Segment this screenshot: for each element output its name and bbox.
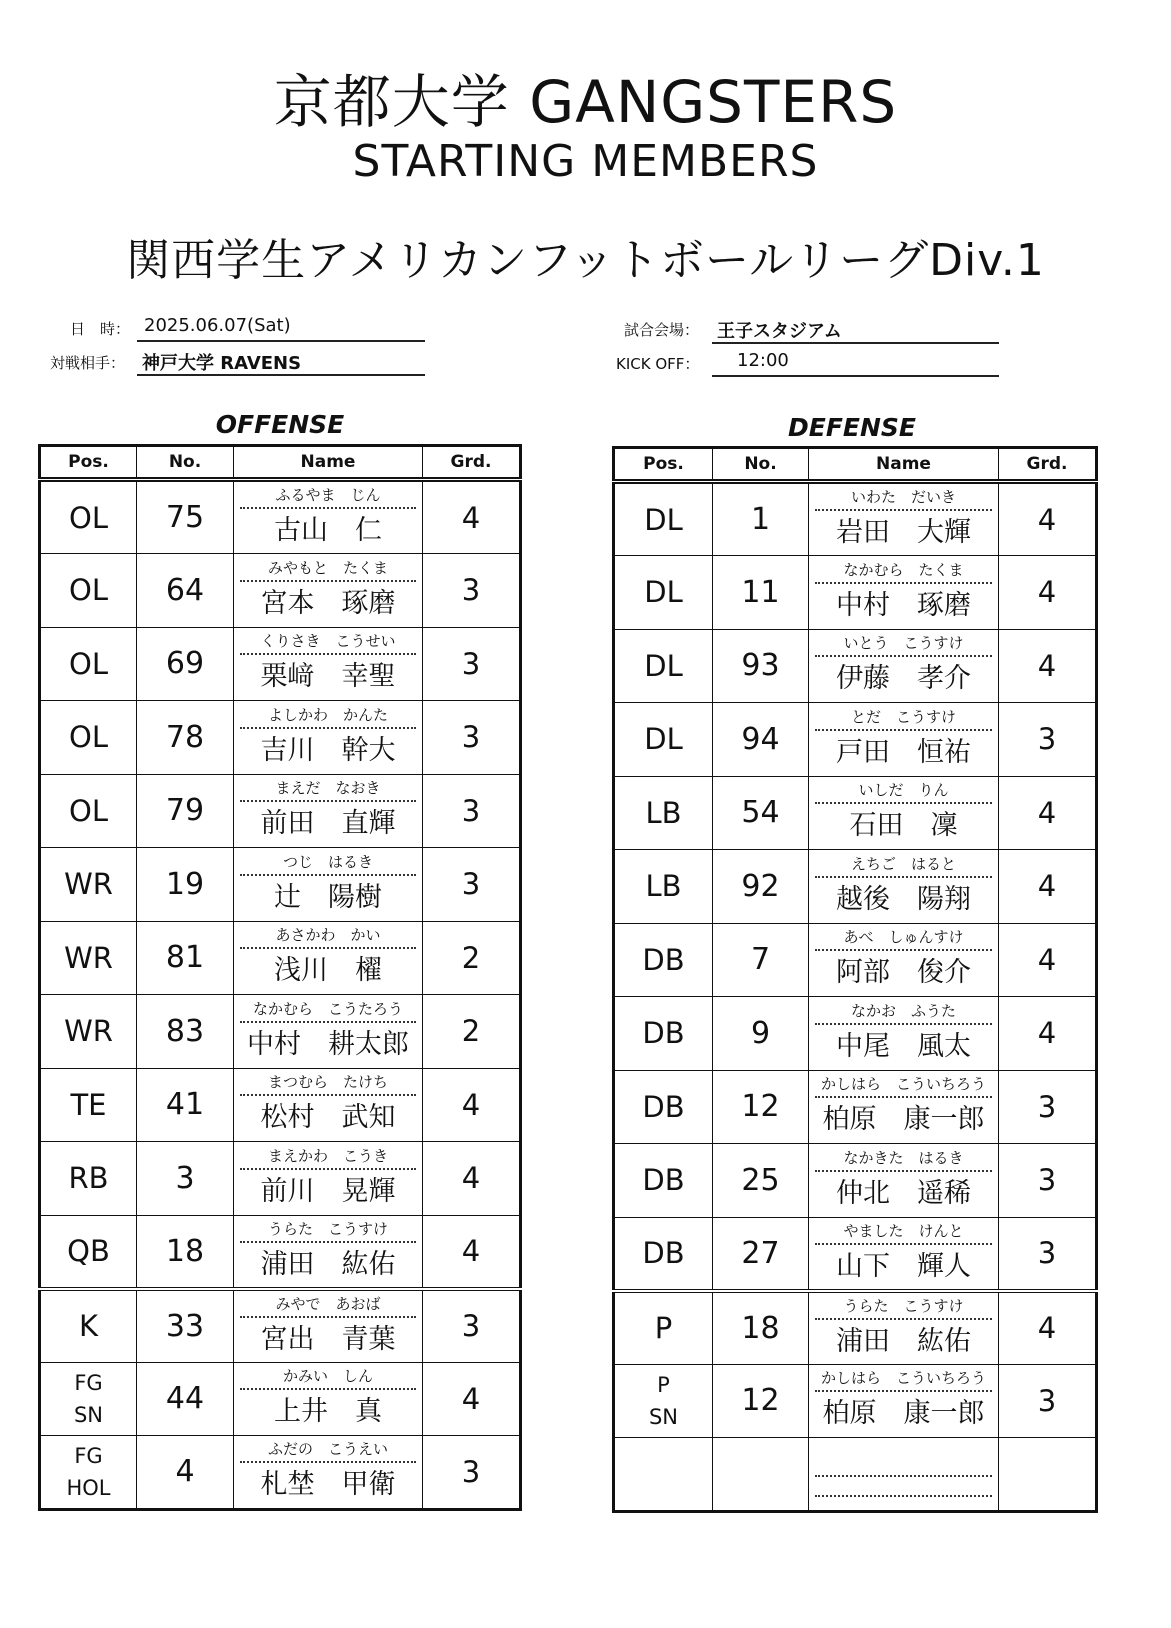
grade-cell: 3 — [423, 1436, 521, 1510]
column-header-pos: Pos. — [40, 446, 137, 480]
grade-cell: 4 — [423, 1068, 521, 1142]
name-cell — [809, 1144, 999, 1218]
name-reading: ふだの こうえい — [240, 1436, 416, 1463]
position-cell: OL — [40, 701, 137, 775]
kickoff-underline — [712, 375, 999, 377]
player-row — [614, 556, 1097, 630]
jersey-number-cell: 69 — [137, 627, 234, 701]
opponent-label: 対戦相手： — [50, 354, 126, 372]
name-stack — [234, 996, 422, 1067]
name-cell — [809, 1364, 999, 1438]
player-name: 中村 琢磨 — [836, 589, 971, 621]
jersey-number-cell: 81 — [137, 921, 234, 995]
name-stack — [809, 924, 998, 995]
grade-cell — [999, 1438, 1097, 1512]
player-row — [614, 703, 1097, 777]
position-primary: FG — [74, 1443, 103, 1468]
jersey-number-cell: 92 — [713, 850, 809, 924]
player-row — [614, 997, 1097, 1071]
name-reading: なかきた はるき — [815, 1145, 992, 1172]
player-row — [614, 1070, 1097, 1144]
name-reading: まつむら たけち — [240, 1069, 416, 1096]
grade-cell: 4 — [999, 776, 1097, 850]
jersey-number-cell: 41 — [137, 1068, 234, 1142]
grade-cell: 3 — [423, 701, 521, 775]
player-row — [40, 848, 521, 922]
name-cell — [234, 1068, 423, 1142]
name-reading: みやもと たくま — [240, 555, 416, 582]
grade-cell: 3 — [423, 627, 521, 701]
position-cell: OL — [40, 627, 137, 701]
name-cell — [809, 1217, 999, 1291]
name-cell — [809, 1070, 999, 1144]
opponent-underline — [137, 374, 425, 376]
player-name: 前田 直輝 — [260, 808, 396, 840]
jersey-number-cell: 94 — [713, 703, 809, 777]
position-primary: FG — [74, 1370, 103, 1395]
name-cell — [809, 556, 999, 630]
position-cell — [40, 1436, 137, 1510]
player-row — [614, 1217, 1097, 1291]
name-reading: えちご はると — [815, 851, 992, 878]
player-name: 中尾 風太 — [836, 1030, 971, 1062]
name-stack — [234, 1363, 422, 1434]
name-stack — [234, 1436, 422, 1507]
position-cell: QB — [40, 1215, 137, 1289]
position-secondary: HOL — [66, 1475, 111, 1500]
grade-cell: 4 — [999, 629, 1097, 703]
name-stack — [809, 1145, 998, 1216]
player-name: 宮出 青葉 — [260, 1323, 396, 1355]
name-stack — [234, 775, 422, 846]
column-header-no: No. — [713, 448, 809, 482]
name-cell — [809, 703, 999, 777]
league-title: 関西学生アメリカンフットボールリーグDiv.1 — [126, 235, 1045, 286]
name-reading: いしだ りん — [815, 777, 992, 804]
grade-cell: 4 — [999, 482, 1097, 556]
player-name: 柏原 康一郎 — [822, 1104, 985, 1136]
position-cell — [40, 1289, 137, 1363]
player-row — [614, 1144, 1097, 1218]
position-primary: P — [657, 1372, 670, 1397]
jersey-number-cell: 7 — [713, 923, 809, 997]
position-primary: K — [78, 1309, 99, 1343]
jersey-number-cell: 3 — [137, 1142, 234, 1216]
jersey-number-cell: 44 — [137, 1362, 234, 1436]
name-reading: かしはら こういちろう — [815, 1365, 992, 1392]
name-stack — [234, 922, 422, 993]
jersey-number-cell: 75 — [137, 480, 234, 554]
name-reading: まえかわ こうき — [240, 1143, 416, 1170]
name-stack — [809, 630, 998, 701]
position-primary: P — [654, 1311, 673, 1345]
grade-cell: 3 — [423, 774, 521, 848]
kicking-row — [40, 1436, 521, 1510]
grade-cell: 2 — [423, 995, 521, 1069]
name-stack — [234, 702, 422, 773]
date-label: 日 時： — [70, 320, 131, 338]
team-title: 京都大学 GANGSTERS — [273, 68, 898, 136]
name-stack — [234, 1216, 422, 1287]
kicking-row — [40, 1362, 521, 1436]
player-name: 山下 輝人 — [836, 1250, 971, 1282]
player-name: 上井 真 — [274, 1396, 382, 1428]
position-cell: DL — [614, 556, 713, 630]
jersey-number-cell: 25 — [713, 1144, 809, 1218]
name-stack — [234, 849, 422, 920]
name-reading: ふるやま じん — [240, 482, 416, 509]
player-name: 柏原 康一郎 — [822, 1398, 985, 1430]
name-stack — [234, 482, 422, 553]
name-cell — [809, 1438, 999, 1512]
column-header-name: Name — [234, 446, 423, 480]
name-reading: いとう こうすけ — [815, 630, 992, 657]
offense-header-row — [40, 446, 521, 480]
name-cell — [234, 554, 423, 628]
player-name: 吉川 幹大 — [260, 734, 396, 766]
position-cell: TE — [40, 1068, 137, 1142]
player-name: 石田 凜 — [849, 810, 958, 842]
name-stack — [234, 555, 422, 626]
name-cell — [234, 774, 423, 848]
name-reading: みやで あおば — [240, 1291, 416, 1318]
jersey-number-cell: 11 — [713, 556, 809, 630]
name-reading: うらた こうすけ — [240, 1216, 416, 1243]
player-row — [40, 1215, 521, 1289]
player-row — [614, 850, 1097, 924]
kicking-row — [614, 1364, 1097, 1438]
jersey-number-cell: 18 — [713, 1291, 809, 1365]
grade-cell: 4 — [999, 556, 1097, 630]
name-reading: あさかわ かい — [240, 922, 416, 949]
grade-cell: 4 — [999, 997, 1097, 1071]
name-reading: まえだ なおき — [240, 775, 416, 802]
position-cell: OL — [40, 774, 137, 848]
name-stack — [809, 1218, 998, 1289]
venue-label: 試合会場： — [624, 321, 700, 339]
jersey-number-cell: 19 — [137, 848, 234, 922]
player-name: 辻 陽樹 — [274, 881, 382, 913]
position-cell: DB — [614, 1144, 713, 1218]
kicking-row — [614, 1438, 1097, 1512]
position-secondary: SN — [648, 1404, 679, 1429]
grade-cell: 4 — [423, 480, 521, 554]
position-cell: DL — [614, 703, 713, 777]
player-row — [40, 921, 521, 995]
grade-cell: 2 — [423, 921, 521, 995]
jersey-number-cell: 93 — [713, 629, 809, 703]
jersey-number-cell: 4 — [137, 1436, 234, 1510]
position-cell: OL — [40, 480, 137, 554]
grade-cell: 3 — [423, 1289, 521, 1363]
grade-cell: 4 — [423, 1215, 521, 1289]
offense-title: OFFENSE — [215, 410, 345, 439]
defense-header-row — [614, 448, 1097, 482]
name-reading: よしかわ かんた — [240, 702, 416, 729]
name-cell — [234, 1289, 423, 1363]
opponent-value: 神戸大学 RAVENS — [142, 353, 302, 374]
grade-cell: 4 — [999, 850, 1097, 924]
name-cell — [809, 923, 999, 997]
jersey-number-cell: 1 — [713, 482, 809, 556]
name-stack — [809, 484, 998, 555]
name-stack — [809, 1071, 998, 1142]
position-cell: LB — [614, 776, 713, 850]
position-cell: WR — [40, 921, 137, 995]
player-row — [40, 774, 521, 848]
player-name: 札埜 甲衛 — [260, 1469, 396, 1501]
grade-cell: 3 — [999, 1070, 1097, 1144]
jersey-number-cell — [713, 1438, 809, 1512]
player-row — [614, 629, 1097, 703]
date-value: 2025.06.07(Sat) — [144, 315, 291, 336]
position-cell: OL — [40, 554, 137, 628]
player-name: 仲北 遥稀 — [836, 1177, 971, 1209]
column-header-grd: Grd. — [999, 448, 1097, 482]
name-cell — [234, 1142, 423, 1216]
position-secondary: SN — [73, 1402, 104, 1427]
name-cell — [234, 848, 423, 922]
date-underline — [137, 340, 425, 342]
player-name: 浅川 櫂 — [274, 955, 382, 987]
player-name: 阿部 俊介 — [836, 957, 971, 989]
jersey-number-cell: 79 — [137, 774, 234, 848]
name-reading: かしはら こういちろう — [815, 1071, 992, 1098]
player-name: 栗﨑 幸聖 — [260, 661, 396, 693]
name-cell — [234, 1362, 423, 1436]
name-cell — [809, 850, 999, 924]
name-reading: やました けんと — [815, 1218, 992, 1245]
player-name: 戸田 恒祐 — [836, 736, 971, 768]
name-stack — [234, 1291, 422, 1362]
kickoff-label: KICK OFF： — [616, 355, 700, 373]
position-cell: DL — [614, 629, 713, 703]
position-cell — [614, 1364, 713, 1438]
name-cell — [234, 480, 423, 554]
jersey-number-cell: 83 — [137, 995, 234, 1069]
position-cell: DB — [614, 1070, 713, 1144]
name-reading: なかお ふうた — [815, 998, 992, 1025]
name-cell — [809, 776, 999, 850]
column-header-pos: Pos. — [614, 448, 713, 482]
name-cell — [234, 627, 423, 701]
jersey-number-cell: 9 — [713, 997, 809, 1071]
grade-cell: 4 — [423, 1142, 521, 1216]
player-name: 岩田 大輝 — [836, 517, 971, 548]
name-cell — [234, 1215, 423, 1289]
position-cell: DL — [614, 482, 713, 556]
name-cell — [234, 921, 423, 995]
defense-title: DEFENSE — [788, 413, 916, 442]
grade-cell: 4 — [999, 1291, 1097, 1365]
name-reading: なかむら こうたろう — [240, 996, 416, 1023]
name-stack — [809, 557, 998, 628]
jersey-number-cell: 12 — [713, 1364, 809, 1438]
player-name: 伊藤 孝介 — [836, 663, 971, 695]
sheet-title: STARTING MEMBERS — [352, 136, 819, 187]
name-reading: いわた だいき — [815, 484, 992, 511]
name-reading: なかむら たくま — [815, 557, 992, 584]
player-row — [614, 776, 1097, 850]
name-stack — [809, 1450, 998, 1497]
name-reading: くりさき こうせい — [240, 628, 416, 655]
player-row — [40, 1068, 521, 1142]
column-header-name: Name — [809, 448, 999, 482]
player-name: 前川 晃輝 — [260, 1175, 396, 1207]
player-row — [40, 627, 521, 701]
player-name: 浦田 紘佑 — [260, 1248, 396, 1280]
name-reading: かみい しん — [240, 1363, 416, 1390]
jersey-number-cell: 64 — [137, 554, 234, 628]
name-stack — [234, 1143, 422, 1214]
jersey-number-cell: 27 — [713, 1217, 809, 1291]
player-row — [614, 482, 1097, 556]
name-stack — [234, 628, 422, 699]
grade-cell: 3 — [999, 1217, 1097, 1291]
player-name: 松村 武知 — [260, 1102, 396, 1134]
name-reading: つじ はるき — [240, 849, 416, 876]
name-reading: うらた こうすけ — [815, 1293, 992, 1320]
position-cell — [614, 1438, 713, 1512]
position-cell — [614, 1291, 713, 1365]
position-cell: DB — [614, 923, 713, 997]
name-cell — [234, 701, 423, 775]
position-cell: WR — [40, 995, 137, 1069]
grade-cell: 4 — [999, 923, 1097, 997]
venue-value: 王子スタジアム — [717, 321, 842, 342]
grade-cell: 3 — [999, 1144, 1097, 1218]
name-cell — [809, 629, 999, 703]
name-cell — [234, 1436, 423, 1510]
name-stack — [809, 777, 998, 848]
kicking-row — [40, 1289, 521, 1363]
player-name: 宮本 琢磨 — [260, 587, 396, 619]
blank-reading-line — [815, 1450, 992, 1477]
jersey-number-cell: 33 — [137, 1289, 234, 1363]
player-row — [40, 480, 521, 554]
offense-roster-table — [38, 444, 522, 1511]
position-cell: LB — [614, 850, 713, 924]
name-stack — [809, 1293, 998, 1364]
name-stack — [809, 851, 998, 922]
player-row — [40, 1142, 521, 1216]
grade-cell: 3 — [999, 1364, 1097, 1438]
player-name: 越後 陽翔 — [836, 883, 971, 915]
name-reading: とだ こうすけ — [815, 704, 992, 731]
grade-cell: 3 — [423, 848, 521, 922]
position-cell: WR — [40, 848, 137, 922]
position-cell: DB — [614, 997, 713, 1071]
name-stack — [809, 998, 998, 1069]
player-row — [40, 701, 521, 775]
name-cell — [809, 482, 999, 556]
player-row — [614, 923, 1097, 997]
position-cell: RB — [40, 1142, 137, 1216]
venue-underline — [712, 342, 999, 344]
name-stack — [234, 1069, 422, 1140]
name-cell — [234, 995, 423, 1069]
column-header-grd: Grd. — [423, 446, 521, 480]
blank-name-line — [815, 1477, 992, 1497]
kicking-row — [614, 1291, 1097, 1365]
position-cell: DB — [614, 1217, 713, 1291]
jersey-number-cell: 54 — [713, 776, 809, 850]
player-name: 浦田 紘佑 — [836, 1325, 971, 1357]
grade-cell: 3 — [999, 703, 1097, 777]
position-cell — [40, 1362, 137, 1436]
grade-cell: 4 — [423, 1362, 521, 1436]
kickoff-value: 12:00 — [737, 350, 789, 371]
player-row — [40, 995, 521, 1069]
column-header-no: No. — [137, 446, 234, 480]
name-cell — [809, 997, 999, 1071]
grade-cell: 3 — [423, 554, 521, 628]
jersey-number-cell: 12 — [713, 1070, 809, 1144]
name-stack — [809, 1365, 998, 1436]
player-name: 古山 仁 — [274, 515, 382, 546]
name-stack — [809, 704, 998, 775]
name-cell — [809, 1291, 999, 1365]
jersey-number-cell: 18 — [137, 1215, 234, 1289]
jersey-number-cell: 78 — [137, 701, 234, 775]
defense-roster-table — [612, 446, 1098, 1513]
player-name: 中村 耕太郎 — [247, 1028, 409, 1060]
name-reading: あべ しゅんすけ — [815, 924, 992, 951]
player-row — [40, 554, 521, 628]
